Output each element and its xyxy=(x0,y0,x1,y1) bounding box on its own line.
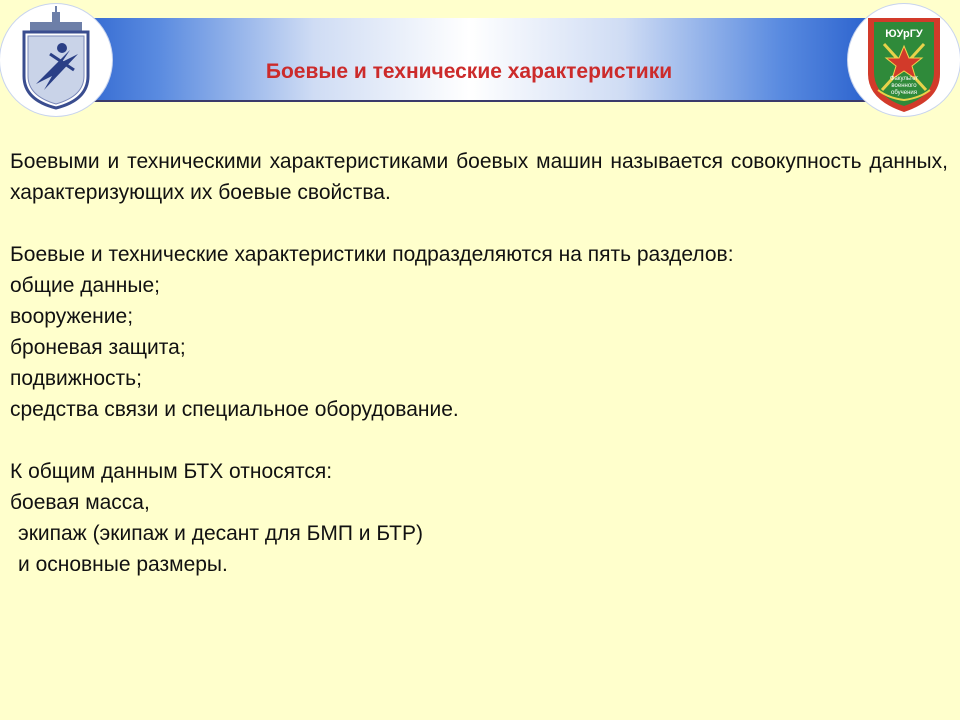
section-item: вооружение; xyxy=(10,305,134,328)
logo-right-abbr: ЮУрГУ xyxy=(885,28,923,40)
logo-right-line1: Факультет xyxy=(889,76,919,82)
general-data-item: экипаж (экипаж и десант для БМП и БТР) xyxy=(18,522,423,545)
logo-right-line2: военного xyxy=(891,83,917,89)
definition-paragraph: Боевыми и техническими характеристиками боевых машин называется совокупность данных, характеризующих их боевые свойства. xyxy=(10,150,948,204)
section-item: общие данные; xyxy=(10,274,160,297)
general-data-item: боевая масса, xyxy=(10,491,150,514)
general-data-intro: К общим данным БТХ относятся: xyxy=(10,460,333,483)
logo-right-line3: обучения xyxy=(890,90,918,96)
slide-body xyxy=(10,146,948,580)
sections-intro: Боевые и технические характеристики подразделяются на пять разделов: xyxy=(10,243,734,266)
section-item: броневая защита; xyxy=(10,336,186,359)
slide-title: Боевые и технические характеристики xyxy=(265,60,673,83)
section-item: подвижность; xyxy=(10,367,142,390)
title-bar xyxy=(38,18,900,102)
shield-logo-icon xyxy=(0,4,112,116)
faculty-emblem-right xyxy=(848,4,960,116)
university-emblem-left xyxy=(0,4,112,116)
military-faculty-logo-icon xyxy=(848,4,960,116)
section-item: средства связи и специальное оборудование. xyxy=(10,398,459,421)
general-data-item: и основные размеры. xyxy=(18,553,228,576)
